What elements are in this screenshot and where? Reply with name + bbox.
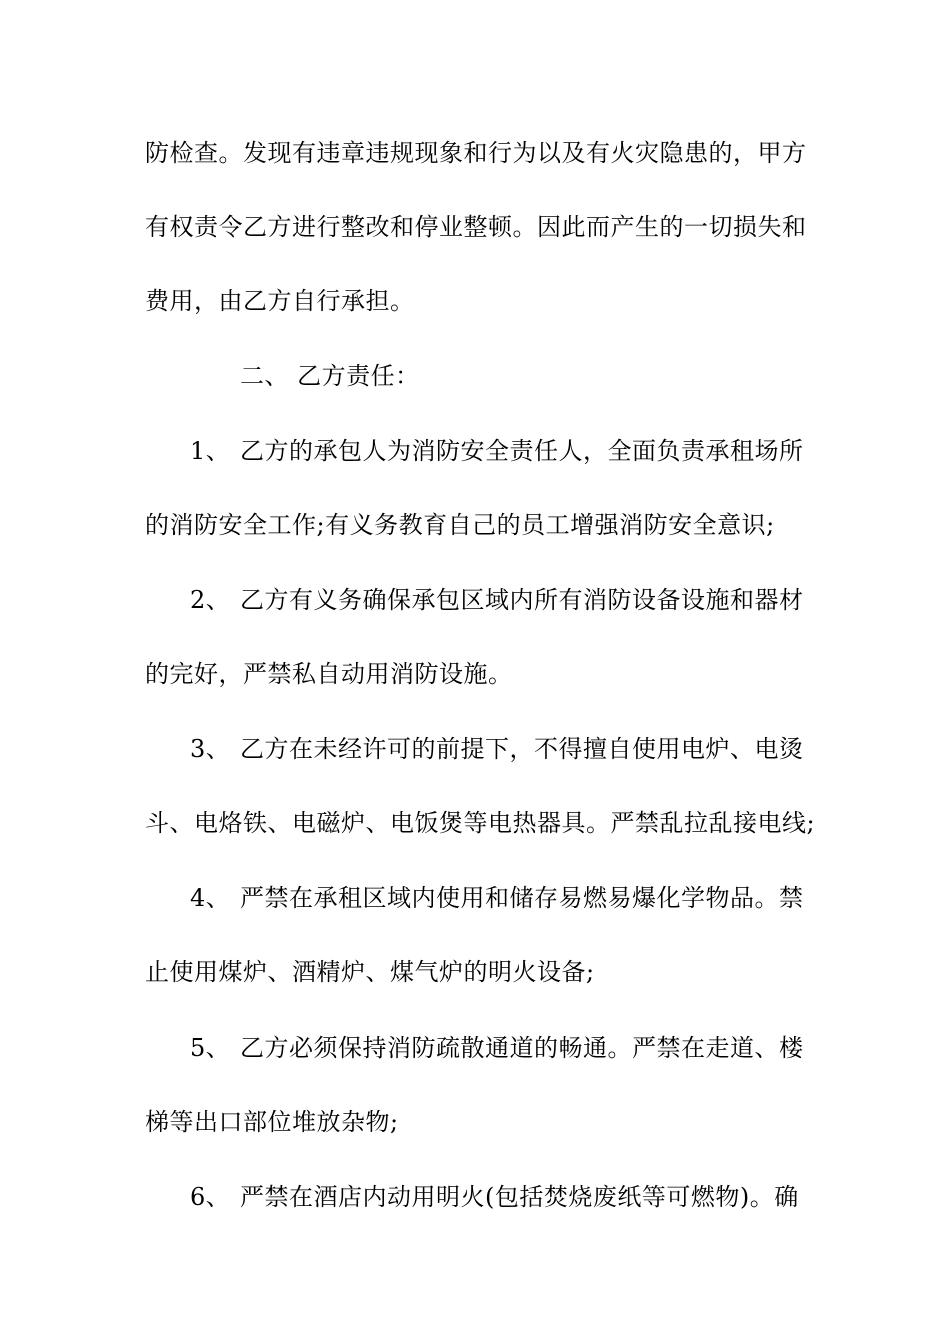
list-item-5-continuation: 梯等出口部位堆放杂物;	[145, 1108, 399, 1136]
item-text: 乙方在未经许可的前提下，不得擅自使用电炉、电烫	[240, 735, 804, 763]
list-item-5	[190, 1033, 870, 1063]
paragraph-line-1: 防检查。发现有违章违规现象和行为以及有火灾隐患的，甲方	[145, 139, 807, 167]
item-text: 乙方必须保持消防疏散通道的畅通。严禁在走道、楼	[240, 1034, 804, 1062]
item-text: 严禁在酒店内动用明火(包括焚烧废纸等可燃物)。确	[240, 1183, 799, 1211]
item-text: 乙方有义务确保承包区域内所有消防设备设施和器材	[240, 586, 804, 614]
paragraph-line-3: 费用，由乙方自行承担。	[145, 287, 415, 315]
list-item-6	[190, 1182, 870, 1212]
section-heading: 二、 乙方责任：	[240, 362, 420, 390]
list-item-1	[190, 436, 870, 466]
list-item-2-continuation: 的完好，严禁私自动用消防设施。	[145, 660, 513, 688]
list-item-1-continuation: 的消防安全工作;有义务教育自己的员工增强消防安全意识;	[145, 511, 775, 539]
item-number: 6、	[190, 1183, 231, 1211]
item-number: 5、	[190, 1034, 231, 1062]
list-item-3	[190, 734, 870, 764]
list-item-3-continuation: 斗、电烙铁、电磁炉、电饭煲等电热器具。严禁乱拉乱接电线;	[145, 809, 816, 837]
paragraph-line-2: 有权责令乙方进行整改和停业整顿。因此而产生的一切损失和	[145, 213, 807, 241]
item-number: 3、	[190, 735, 231, 763]
item-number: 4、	[190, 884, 231, 912]
item-number: 1、	[190, 437, 231, 465]
item-text: 严禁在承租区域内使用和储存易燃易爆化学物品。禁	[240, 884, 804, 912]
list-item-2	[190, 585, 870, 615]
list-item-4-continuation: 止使用煤炉、酒精炉、煤气炉的明火设备;	[145, 958, 595, 986]
item-number: 2、	[190, 586, 231, 614]
list-item-4	[190, 883, 870, 913]
item-text: 乙方的承包人为消防安全责任人，全面负责承租场所	[240, 437, 804, 465]
